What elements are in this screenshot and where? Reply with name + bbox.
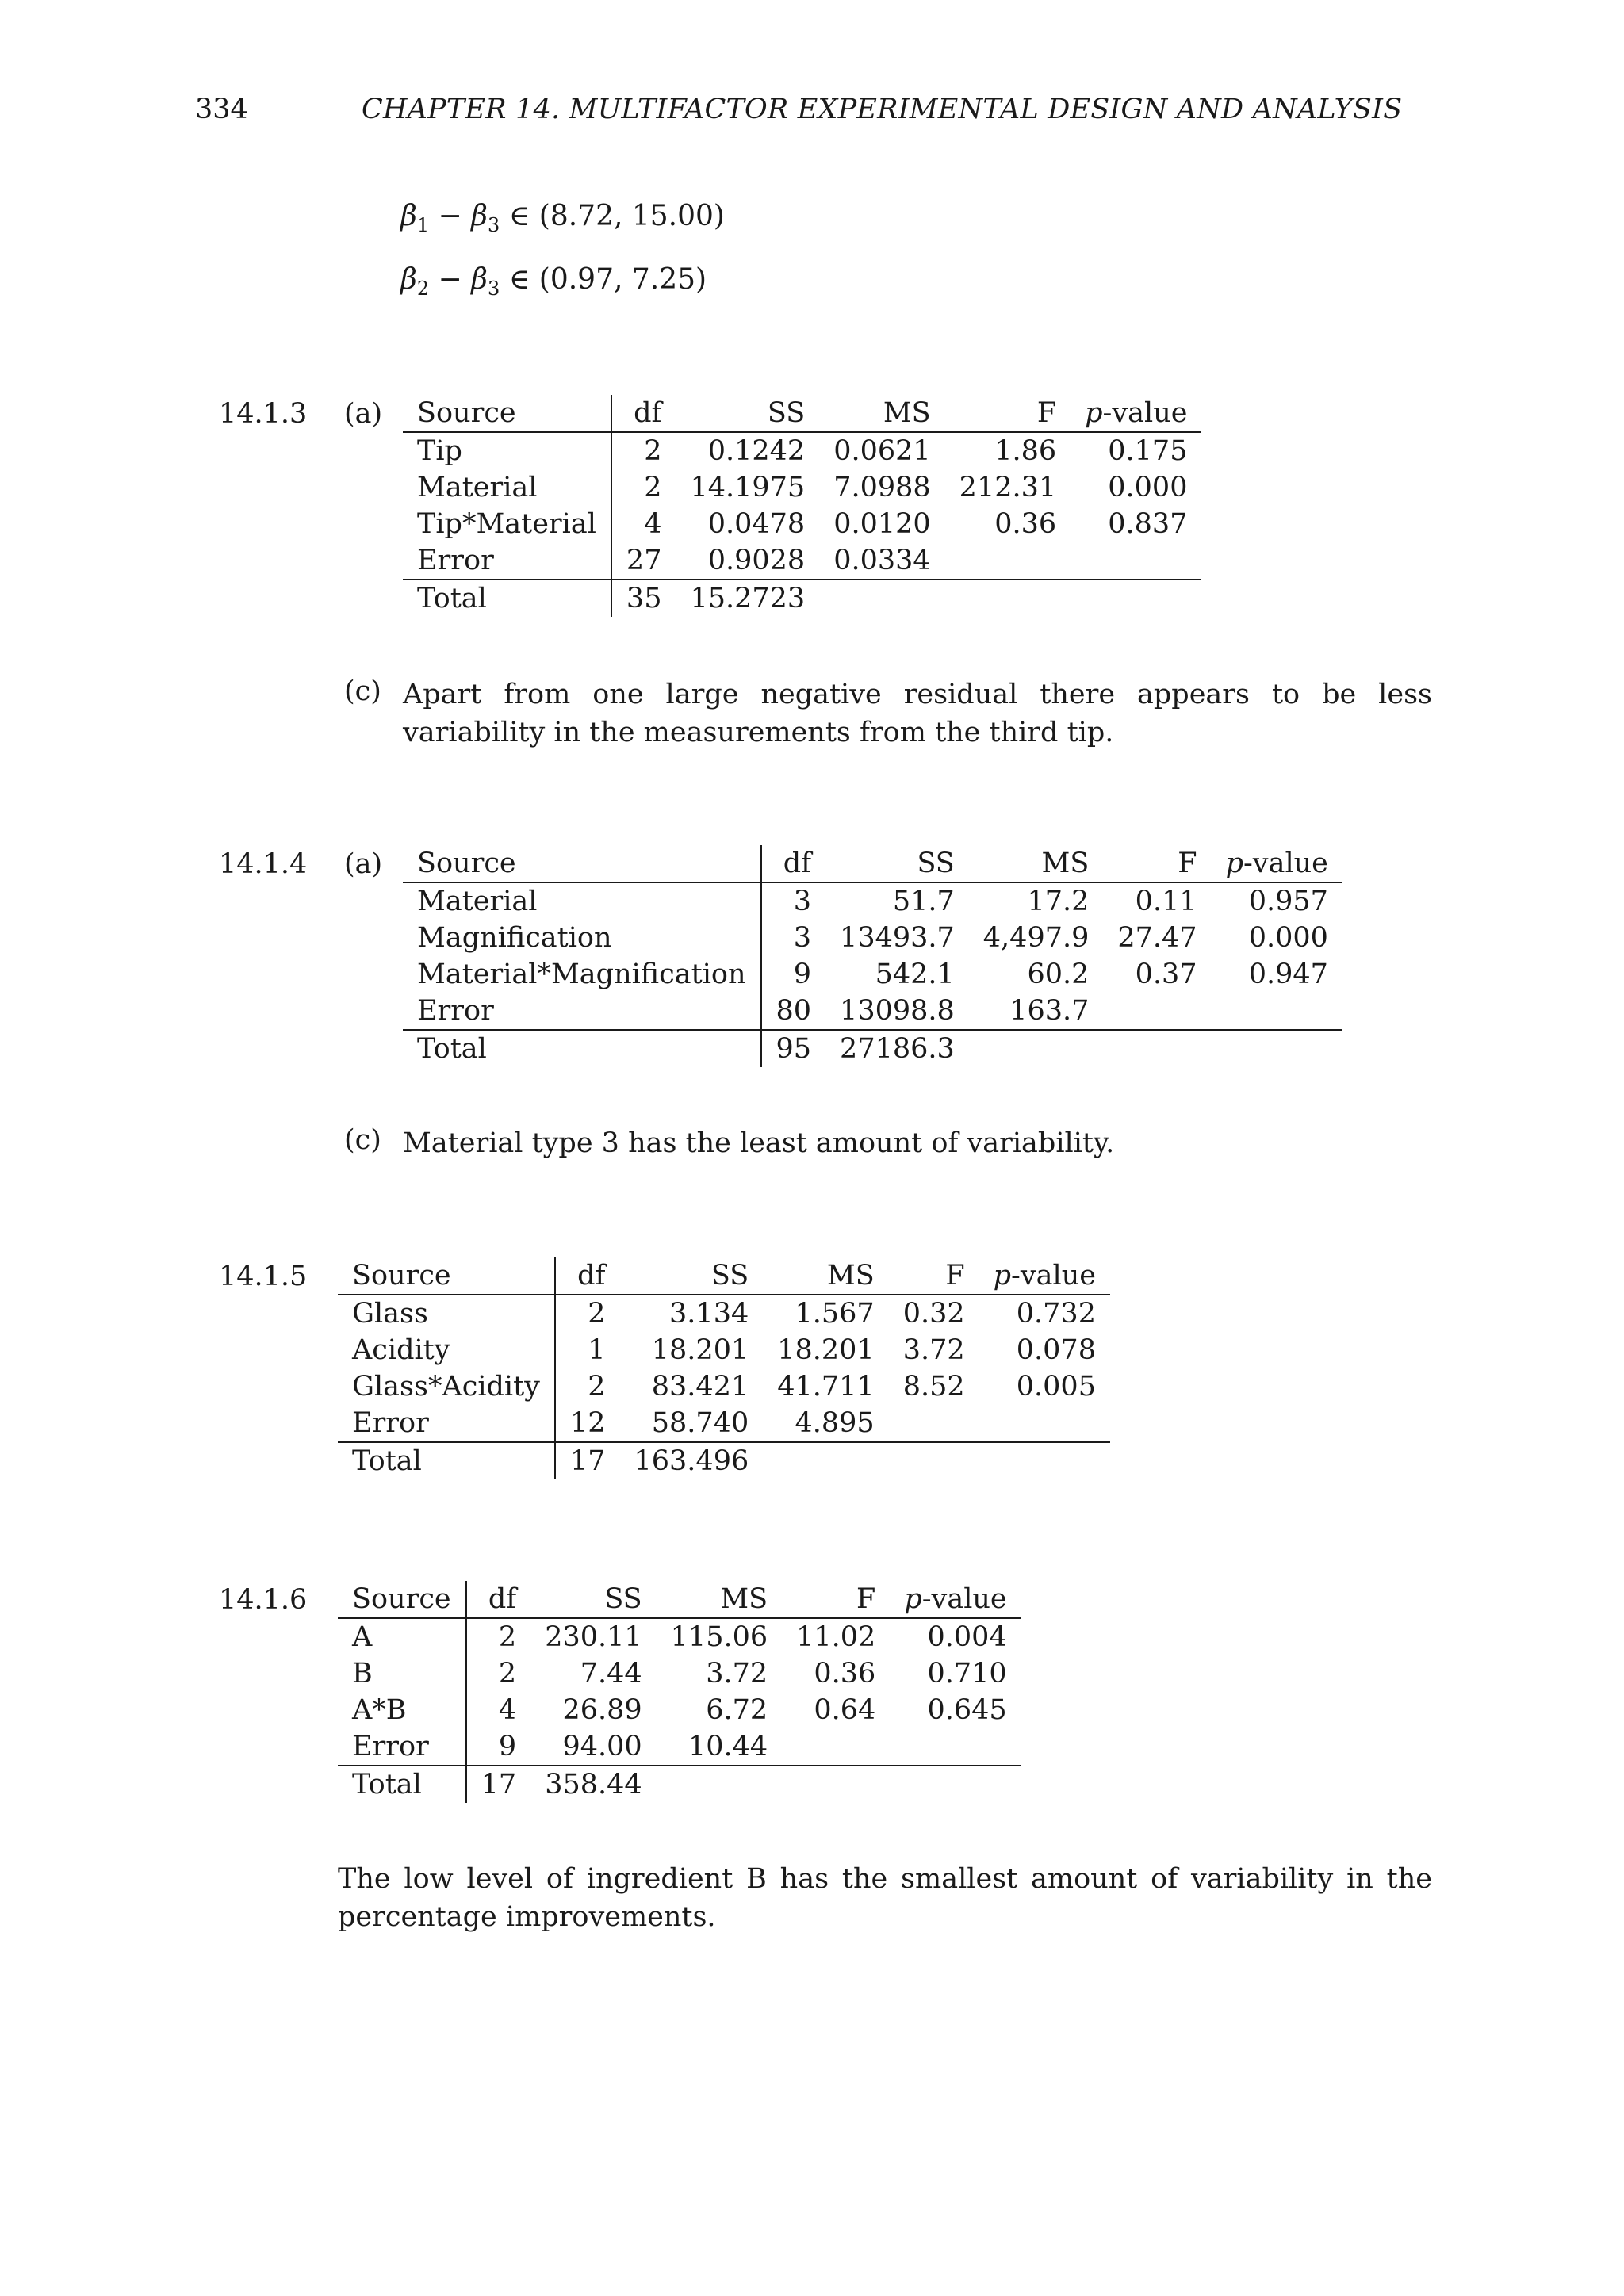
col-header-p-value: p-value	[904, 1583, 1007, 1615]
cell-df: 2	[588, 1298, 606, 1330]
table-row	[403, 956, 1342, 993]
cell-source: Error	[338, 1405, 555, 1442]
cell-ss: 94.00	[562, 1731, 642, 1762]
cell-ms: 4,497.9	[982, 922, 1090, 954]
cell-p-value: 0.732	[1016, 1298, 1096, 1330]
table-row	[338, 1295, 1110, 1332]
cell-df: 3	[793, 886, 812, 917]
table-row	[338, 1692, 1021, 1728]
cell-source: Material	[403, 882, 761, 920]
anova-table-14-1-4	[403, 845, 1342, 1067]
cell-ms: 0.0120	[833, 508, 931, 540]
cell-ss: 51.7	[892, 886, 955, 917]
cell-f: 8.52	[902, 1371, 965, 1402]
cell-f: 0.64	[814, 1694, 876, 1726]
cell-source: Acidity	[338, 1332, 555, 1368]
cell-p-value	[1212, 1030, 1342, 1067]
part-a-label: (a)	[344, 848, 383, 880]
cell-p-value: 0.957	[1248, 886, 1328, 917]
cell-p-value: 0.000	[1248, 922, 1328, 954]
cell-p-value: 0.005	[1016, 1371, 1096, 1402]
cell-f: 0.32	[902, 1298, 965, 1330]
col-header-df: df	[634, 397, 662, 429]
cell-ss: 163.496	[634, 1445, 749, 1477]
col-header-df: df	[783, 848, 812, 879]
col-header-ss: SS	[767, 397, 806, 429]
cell-source: Glass	[338, 1295, 555, 1332]
cell-ms: 10.44	[688, 1731, 768, 1762]
cell-df: 2	[644, 472, 662, 503]
cell-source: Error	[403, 993, 761, 1030]
cell-df: 2	[588, 1371, 606, 1402]
table-row	[403, 542, 1201, 580]
cell-source: Magnification	[403, 920, 761, 956]
table-row	[403, 432, 1201, 469]
cell-p-value: 0.710	[927, 1658, 1007, 1689]
cell-p-value: 0.000	[1108, 472, 1188, 503]
cell-p-value: 0.947	[1248, 959, 1328, 990]
table-row	[338, 1405, 1110, 1442]
cell-source: Material	[403, 469, 611, 506]
cell-ms: 18.201	[777, 1334, 875, 1366]
cell-df: 95	[776, 1033, 812, 1065]
table-row	[403, 469, 1201, 506]
col-header-p-value: p-value	[1225, 848, 1328, 879]
cell-df: 27	[626, 545, 662, 576]
cell-f	[945, 542, 1071, 580]
cell-p-value: 0.175	[1108, 435, 1188, 467]
table-row	[403, 882, 1342, 920]
cell-source: Total	[403, 1030, 761, 1067]
cell-f: 0.37	[1135, 959, 1197, 990]
cell-f: 3.72	[902, 1334, 965, 1366]
cell-df: 9	[498, 1731, 517, 1762]
interval-beta2-beta3: $\beta_2 - \beta_3$ ∈ (0.97, 7.25)	[400, 263, 707, 300]
anova-table-14-1-6	[338, 1581, 1021, 1803]
table-row-total	[338, 1766, 1021, 1803]
cell-f	[945, 580, 1071, 617]
col-header-source: Source	[338, 1581, 466, 1618]
cell-source: Tip*Material	[403, 506, 611, 542]
col-header-source: Source	[403, 395, 611, 432]
cell-f: 1.86	[994, 435, 1057, 467]
cell-df: 3	[793, 922, 812, 954]
cell-df: 1	[588, 1334, 606, 1366]
cell-ss: 0.1242	[707, 435, 806, 467]
cell-df: 12	[569, 1407, 606, 1439]
anova-table-14-1-5	[338, 1257, 1110, 1479]
cell-ms: 115.06	[670, 1621, 768, 1653]
col-header-f: F	[1178, 848, 1197, 879]
cell-ms: 41.711	[777, 1371, 875, 1402]
cell-ss: 27186.3	[840, 1033, 955, 1065]
cell-ss: 15.2723	[690, 583, 806, 614]
comment-14-1-4: Material type 3 has the least amount of variability.	[403, 1127, 1115, 1159]
cell-ss: 13493.7	[840, 922, 955, 954]
chapter-title: CHAPTER 14. MULTIFACTOR EXPERIMENTAL DESIGN AND ANALYSIS	[362, 94, 1403, 125]
cell-f	[782, 1728, 890, 1766]
cell-f: 11.02	[796, 1621, 876, 1653]
cell-ss: 0.0478	[707, 508, 806, 540]
col-header-df: df	[577, 1260, 606, 1292]
cell-df: 35	[626, 583, 662, 614]
cell-ms: 0.0334	[833, 545, 931, 576]
cell-df: 80	[776, 995, 812, 1027]
part-c-label: (c)	[344, 675, 381, 707]
cell-ms: 7.0988	[833, 472, 931, 503]
cell-ms	[763, 1442, 888, 1479]
cell-ss: 83.421	[651, 1371, 749, 1402]
cell-source: Total	[338, 1442, 555, 1479]
cell-p-value: 0.645	[927, 1694, 1007, 1726]
cell-ss: 58.740	[651, 1407, 749, 1439]
cell-f	[889, 1405, 979, 1442]
cell-source: Total	[403, 580, 611, 617]
col-header-df: df	[488, 1583, 517, 1615]
cell-ss: 7.44	[580, 1658, 642, 1689]
cell-p-value	[1071, 542, 1201, 580]
cell-f: 0.36	[814, 1658, 876, 1689]
cell-ms	[657, 1766, 782, 1803]
cell-source: Tip	[403, 432, 611, 469]
problem-number-14-1-6: 14.1.6	[219, 1584, 308, 1616]
cell-f: 212.31	[959, 472, 1057, 503]
comment-14-1-6: The low level of ingredient B has the smallest amount of variability in the percentage improvements.	[338, 1863, 1432, 1933]
cell-ss: 0.9028	[707, 545, 806, 576]
cell-source: Total	[338, 1766, 466, 1803]
col-header-f: F	[945, 1260, 965, 1292]
part-c-label: (c)	[344, 1124, 381, 1156]
cell-p-value	[979, 1442, 1110, 1479]
cell-ms: 1.567	[795, 1298, 875, 1330]
col-header-ms: MS	[720, 1583, 768, 1615]
cell-source: A*B	[338, 1692, 466, 1728]
cell-f	[1103, 1030, 1211, 1067]
table-row	[338, 1332, 1110, 1368]
table-row	[403, 920, 1342, 956]
col-header-ss: SS	[917, 848, 955, 879]
cell-p-value	[1071, 580, 1201, 617]
col-header-p-value: p-value	[993, 1260, 1096, 1292]
cell-ss: 18.201	[651, 1334, 749, 1366]
cell-f	[782, 1766, 890, 1803]
cell-ss: 358.44	[545, 1769, 642, 1800]
cell-ms: 17.2	[1027, 886, 1090, 917]
table-row	[338, 1618, 1021, 1655]
cell-p-value	[979, 1405, 1110, 1442]
cell-df: 2	[498, 1658, 517, 1689]
cell-p-value	[890, 1728, 1021, 1766]
problem-number-14-1-5: 14.1.5	[219, 1261, 308, 1292]
cell-ms	[819, 580, 944, 617]
anova-table-14-1-3	[403, 395, 1201, 617]
cell-df: 9	[793, 959, 812, 990]
col-header-ss: SS	[710, 1260, 749, 1292]
col-header-ms: MS	[883, 397, 931, 429]
cell-source: A	[338, 1618, 466, 1655]
cell-p-value: 0.837	[1108, 508, 1188, 540]
cell-source: B	[338, 1655, 466, 1692]
cell-source: Material*Magnification	[403, 956, 761, 993]
col-header-f: F	[856, 1583, 876, 1615]
interval-beta1-beta3: $\beta_1 - \beta_3$ ∈ (8.72, 15.00)	[400, 200, 725, 237]
cell-source: Glass*Acidity	[338, 1368, 555, 1405]
table-row	[403, 993, 1342, 1030]
cell-ss: 26.89	[562, 1694, 642, 1726]
table-row	[338, 1655, 1021, 1692]
problem-number-14-1-4: 14.1.4	[219, 848, 308, 880]
cell-ss: 13098.8	[840, 995, 955, 1027]
cell-df: 17	[481, 1769, 517, 1800]
cell-p-value: 0.004	[927, 1621, 1007, 1653]
cell-f	[1103, 993, 1211, 1030]
cell-source: Error	[403, 542, 611, 580]
col-header-source: Source	[403, 845, 761, 882]
table-row	[403, 506, 1201, 542]
cell-df: 2	[498, 1621, 517, 1653]
cell-f: 27.47	[1117, 922, 1197, 954]
cell-df: 17	[569, 1445, 606, 1477]
col-header-p-value: p-value	[1085, 397, 1188, 429]
table-row-total	[403, 580, 1201, 617]
cell-ss: 3.134	[669, 1298, 749, 1330]
cell-ss: 14.1975	[690, 472, 806, 503]
cell-ms: 6.72	[706, 1694, 768, 1726]
col-header-f: F	[1036, 397, 1057, 429]
cell-ms: 0.0621	[833, 435, 931, 467]
cell-f	[889, 1442, 979, 1479]
cell-df: 4	[644, 508, 662, 540]
cell-ms: 4.895	[795, 1407, 875, 1439]
cell-ms: 163.7	[1009, 995, 1090, 1027]
cell-p-value	[890, 1766, 1021, 1803]
cell-ms: 60.2	[1027, 959, 1090, 990]
table-row	[338, 1368, 1110, 1405]
table-row-total	[403, 1030, 1342, 1067]
cell-ms: 3.72	[706, 1658, 768, 1689]
cell-ms	[969, 1030, 1104, 1067]
col-header-ss: SS	[604, 1583, 642, 1615]
table-row-total	[338, 1442, 1110, 1479]
cell-f: 0.36	[994, 508, 1057, 540]
cell-df: 2	[644, 435, 662, 467]
cell-p-value	[1212, 993, 1342, 1030]
table-row	[338, 1728, 1021, 1766]
comment-14-1-3: Apart from one large negative residual there appears to be less variability in the measurements from the third tip.	[403, 679, 1432, 748]
cell-source: Error	[338, 1728, 466, 1766]
cell-f: 0.11	[1135, 886, 1197, 917]
cell-ss: 542.1	[875, 959, 955, 990]
col-header-source: Source	[338, 1257, 555, 1295]
cell-p-value: 0.078	[1016, 1334, 1096, 1366]
col-header-ms: MS	[1041, 848, 1090, 879]
cell-df: 4	[498, 1694, 517, 1726]
page-number: 334	[195, 94, 248, 125]
part-a-label: (a)	[344, 398, 383, 430]
cell-ss: 230.11	[545, 1621, 642, 1653]
problem-number-14-1-3: 14.1.3	[219, 398, 308, 430]
col-header-ms: MS	[826, 1260, 875, 1292]
